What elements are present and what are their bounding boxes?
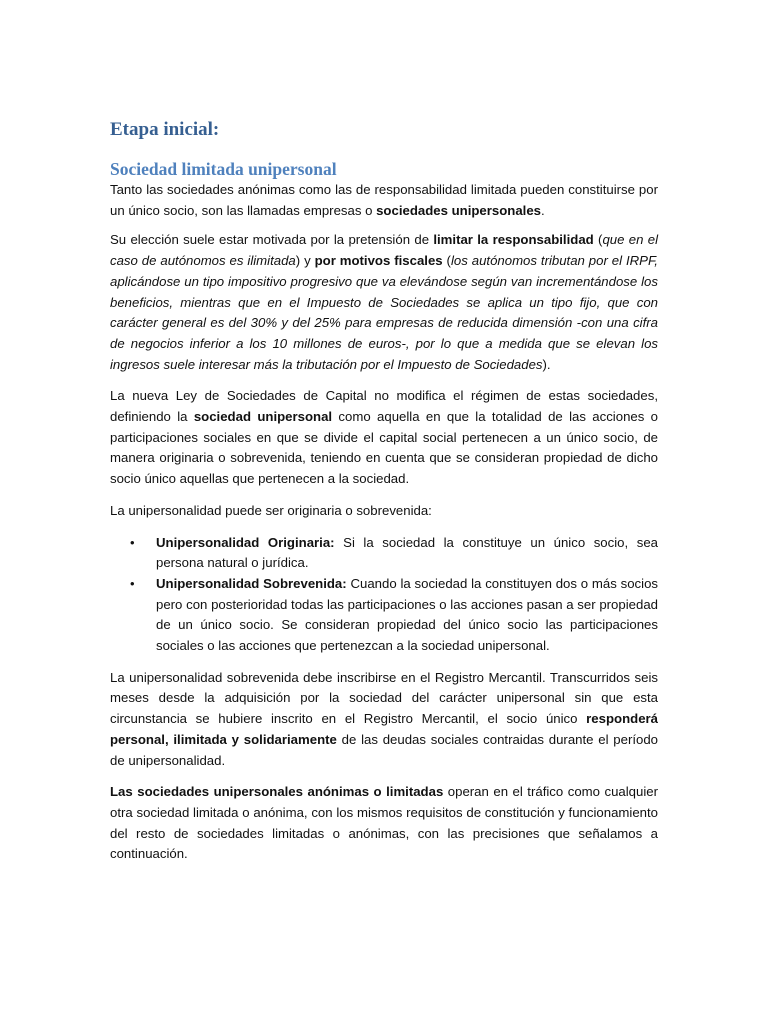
text-run: como aquella en que la totalidad de las acciones o participaciones sociales en que se divide el capital social pertenecen a un único socio, de manera originaria o sobrevenida, teniendo en cuenta que se consideran propiedad de dicho socio único aquellas que pertenecen a la sociedad. <box>110 409 659 487</box>
list-item-label: Unipersonalidad Sobrevenida: <box>156 575 347 591</box>
bullet-icon: • <box>130 534 135 550</box>
text-run: ). <box>542 356 551 372</box>
text-run: de las deudas sociales contraidas durante el período de unipersonalidad. <box>110 731 659 768</box>
italic-text: que en el caso de autónomos es ilimitada <box>110 232 659 269</box>
paragraph-registration <box>110 668 658 772</box>
bold-text: limitar la responsabilidad <box>433 232 594 248</box>
bold-text: sociedades unipersonales <box>376 202 542 218</box>
text-run: . <box>541 202 545 218</box>
list-item-text: Cuando la sociedad la constituyen dos o más socios pero con posterioridad todas las participaciones o las acciones pasan a ser propiedad de un único socio. Se consideran propiedad del único socio las participaciones sociales o las acciones que pertenezcan a la sociedad unipersonal. <box>156 575 658 654</box>
text-run: La unipersonalidad sobrevenida debe inscribirse en el Registro Mercantil. Transcurridos seis meses desde la adquisición por la sociedad del carácter unipersonal sin que esta circunstancia se hubiere inscrito en el Registro Mercantil, el socio único <box>110 669 658 727</box>
section-subheading: Sociedad limitada unipersonal <box>110 159 337 179</box>
text-run: La nueva Ley de Sociedades de Capital no modifica el régimen de estas sociedades, definiendo la <box>110 388 658 425</box>
list-item-label: Unipersonalidad Originaria: <box>156 534 335 550</box>
text-run: operan en el tráfico como cualquier otra sociedad limitada o anónima, con los mismos requisitos de constitución y funcionamiento del resto de sociedades limitadas o anónimas, con las precisiones que señalamos a continuación. <box>110 784 658 862</box>
italic-text: los autónomos tributan por el IRPF, aplicándose un tipo impositivo progresivo que va elevándose según van incrementándose los beneficios, mientras que en el Impuesto de Sociedades se aplica un tipo fijo, que con carácter general es del 30% y del 25% para empresas de reducida dimensión -con una cifra de negocios inferior a los 10 millones de euros-, por lo que a medida que se elevan los ingresos suele interesar más la tributación por el Impuesto de Sociedades <box>110 253 658 372</box>
bold-text: Las sociedades unipersonales anónimas o limitadas <box>110 784 444 800</box>
text-run: Su elección suele estar motivada por la pretensión de <box>110 232 434 248</box>
paragraph-list-intro: La unipersonalidad puede ser originaria o sobrevenida: <box>110 502 432 518</box>
bold-text: responderá personal, ilimitada y solidariamente <box>110 711 658 747</box>
list-item <box>110 533 658 574</box>
text-run: ( <box>442 253 451 269</box>
paragraph-operation <box>110 782 658 865</box>
bold-text: por motivos fiscales <box>314 253 443 269</box>
document-body <box>110 118 658 876</box>
bullet-icon: • <box>130 575 135 591</box>
unipersonality-list <box>110 533 658 657</box>
list-item <box>110 574 658 657</box>
text-run: ( <box>593 232 603 248</box>
section-heading: Etapa inicial: <box>110 119 220 140</box>
paragraph-intro <box>110 180 658 221</box>
paragraph-law-definition <box>110 386 658 490</box>
bold-text: sociedad unipersonal <box>193 409 333 425</box>
list-item-text: Si la sociedad la constituye un único socio, sea persona natural o jurídica. <box>156 534 658 571</box>
paragraph-motivation <box>110 230 658 375</box>
text-run: Tanto las sociedades anónimas como las de responsabilidad limitada pueden constituirse por un único socio, son las llamadas empresas o <box>110 182 658 218</box>
text-run: ) y <box>295 253 315 269</box>
